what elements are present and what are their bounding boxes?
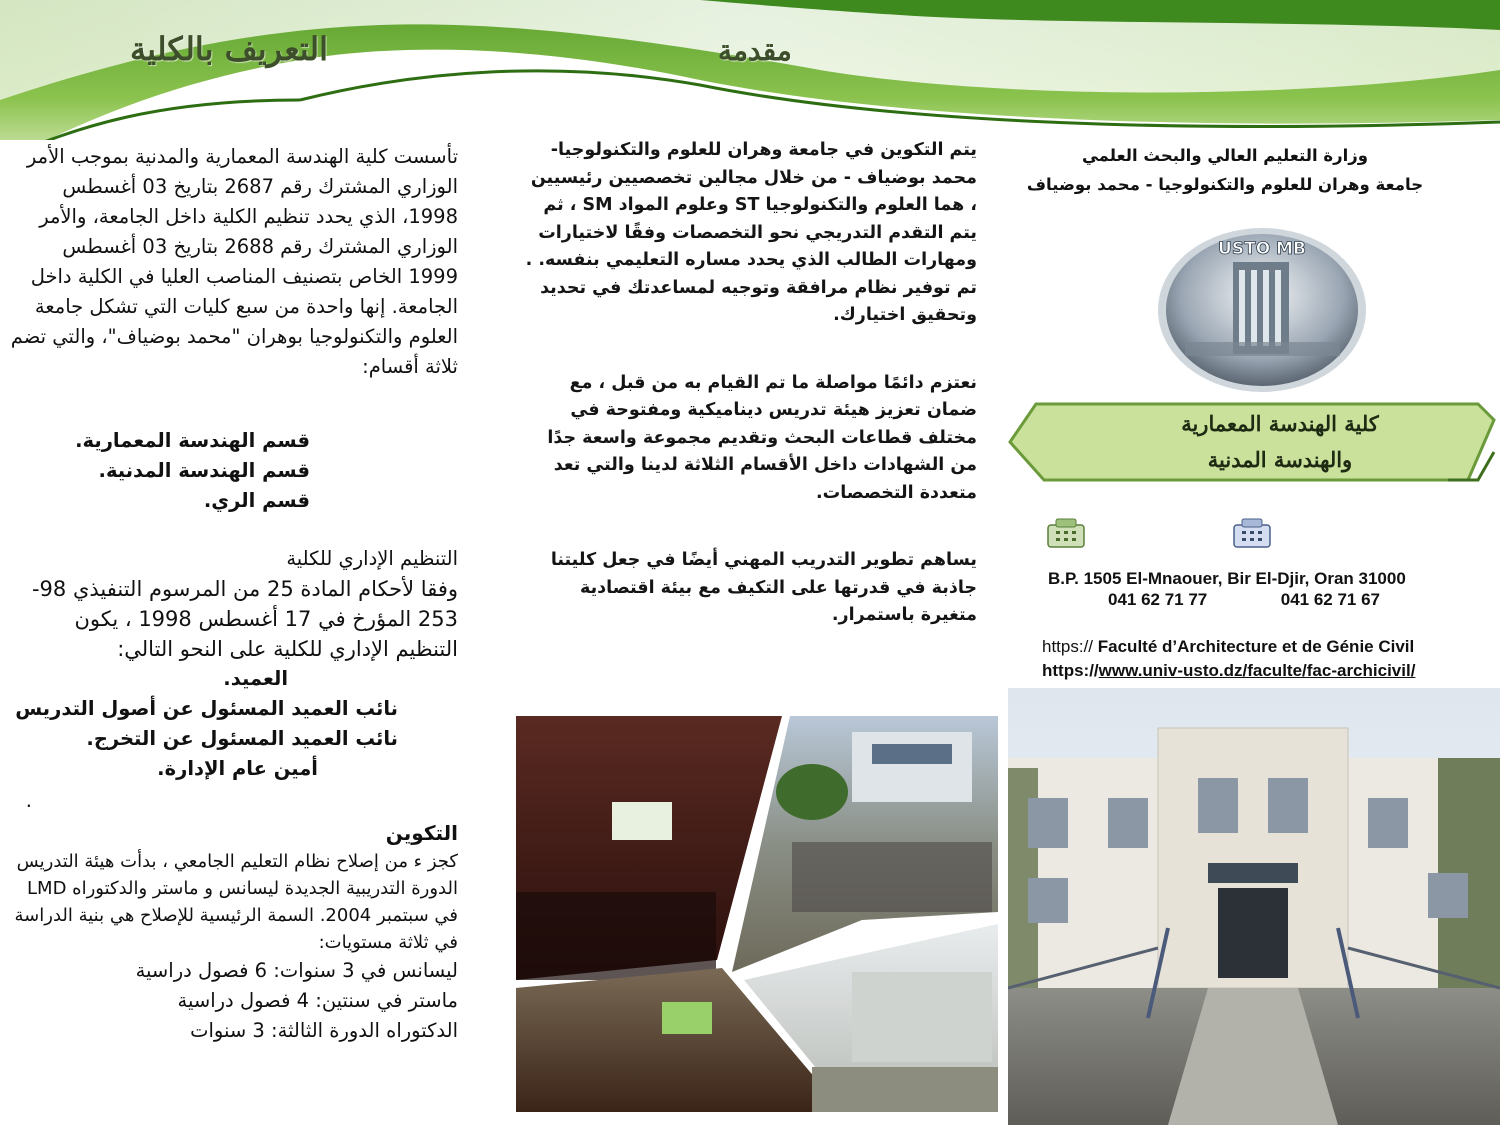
- admin-dean-wrap: [8, 664, 458, 694]
- university-name: جامعة وهران للعلوم والتكنولوجيا - محمد بوضياف: [1026, 175, 1424, 194]
- admin-item: العميد.: [223, 667, 288, 690]
- ministry-block: [1010, 141, 1440, 199]
- fax-icon: [1228, 515, 1276, 555]
- building-windows: [872, 744, 952, 764]
- phone-icon: [1042, 515, 1090, 555]
- palm-tree: [776, 764, 848, 820]
- projection-screen: [612, 802, 672, 840]
- left-column: [8, 142, 458, 1046]
- ministry-name: وزارة التعليم العالي والبحث العلمي: [1081, 146, 1369, 165]
- phone-numbers: [1020, 589, 1470, 610]
- courtyard: [812, 1067, 998, 1112]
- faculty-name-line-1: كلية الهندسة المعمارية: [1181, 411, 1379, 436]
- admin-text: وفقا لأحكام المادة 25 من المرسوم التنفيذي 98-253 المؤرخ في 17 أغسطس 1998 ، يكون التنظيم الإداري للكلية على النحو التالي:: [31, 577, 458, 661]
- faculty-website-link[interactable]: www.univ-usto.dz/faculte/fac-archicivil/: [1098, 661, 1416, 680]
- auditorium-screen: [662, 1002, 712, 1034]
- admin-item: نائب العميد المسئول عن أصول التدريس: [15, 697, 398, 720]
- building-facade: [852, 732, 972, 802]
- training-title: التكوين: [385, 821, 458, 845]
- faculty-name: [1090, 406, 1470, 478]
- phone-number-1: 041 62 71 77: [1108, 590, 1208, 609]
- intro-paragraph-3: يساهم تطوير التدريب المهني أيضًا في جعل كليتنا جاذبة في قدرتها على التكيف مع بيئة اقتصادية متغيرة باستمرار.: [550, 550, 977, 625]
- photo-collage: [512, 712, 998, 1114]
- web-prefix: https://: [1042, 637, 1094, 656]
- header-faculty-intro: التعريف بالكلية: [130, 30, 329, 68]
- department-item: قسم الهندسة المدنية.: [98, 459, 310, 482]
- phone-number-2: 041 62 71 67: [1280, 590, 1380, 609]
- admin-items-wrap: [8, 694, 458, 784]
- admin-title: التنظيم الإداري للكلية: [286, 547, 458, 570]
- separator-dot: .: [25, 789, 32, 812]
- header-introduction: مقدمة: [718, 34, 792, 67]
- building-block: [852, 972, 992, 1062]
- postal-address: B.P. 1505 El-Mnaouer, Bir El-Djir, Oran 31000: [1048, 569, 1406, 588]
- intro-paragraph-2: نعتزم دائمًا مواصلة ما تم القيام به من قبل ، مع ضمان تعزيز هيئة تدريس ديناميكية ومفتوحة في مختلف قطاعات البحث وتقديم مجموعة واسعة جدًا من الشهادات داخل الأقسام الثلاثة لدينا والتي تعد متعددة التخصصات.: [547, 372, 977, 503]
- middle-column: [525, 137, 977, 630]
- departments-list: [8, 426, 458, 516]
- level-item: ليسانس في 3 سنوات: 6 فصول دراسية: [135, 959, 458, 982]
- level-item: الدكتوراه الدورة الثالثة: 3 سنوات: [190, 1019, 458, 1042]
- university-logo: [1155, 224, 1370, 394]
- level-item: ماستر في سنتين: 4 فصول دراسية: [177, 989, 458, 1012]
- faculty-building-photo: [1008, 688, 1500, 1125]
- department-item: قسم الري.: [203, 489, 310, 512]
- logo-text: USTO MB: [1218, 239, 1306, 259]
- intro-paragraph-1: يتم التكوين في جامعة وهران للعلوم والتكنولوجيا- محمد بوضياف - من خلال مجالين تخصصيين رئيسيين ، هما العلوم والتكنولوجيا ST وعلوم المواد SM ، ثم يتم التقدم التدريجي نحو التخصصات وفقًا لاختيارات ومهارات الطالب الذي يحدد مساره التعليمي بنفسه. . تم توفير نظام مرافقة وتوجيه لمساعدتك في تحديد وتحقيق اختيارك.: [525, 140, 977, 325]
- contact-block: [1020, 568, 1470, 610]
- training-text: كجز ء من إصلاح نظام التعليم الجامعي ، بدأت هيئة التدريس الدورة التدريبية الجديدة ليسانس و ماستر والدكتوراه LMD في سبتمبر 2004. السمة الرئيسية للإصلاح هي بنية الدراسة في ثلاثة مستويات:: [14, 851, 458, 953]
- web-prefix: https://: [1042, 661, 1099, 680]
- crowd-people: [792, 842, 992, 912]
- admin-item: أمين عام الإدارة.: [157, 757, 318, 780]
- header-wave-banner: [0, 0, 1500, 140]
- faculty-web-label: Faculté d’Architecture et de Génie Civil: [1097, 637, 1415, 656]
- faculty-name-line-2: والهندسة المدنية: [1207, 447, 1353, 472]
- department-item: قسم الهندسة المعمارية.: [75, 429, 310, 452]
- web-links: [1042, 635, 1492, 683]
- audience-seats: [516, 892, 716, 980]
- faculty-founding-text: تأسست كلية الهندسة المعمارية والمدنية بموجب الأمر الوزاري المشترك رقم 2687 بتاريخ 03 أغسطس 1998، الذي يحدد تنظيم الكلية داخل الجامعة، والأمر الوزاري المشترك رقم 2688 بتاريخ 03 أغسطس 1999 الخاص بتصنيف المناصب العليا في الكلية داخل الجامعة. إنها واحدة من سبع كليات التي تشكل جامعة العلوم والتكنولوجيا بوهران "محمد بوضياف"، والتي تضم ثلاثة أقسام:: [10, 145, 458, 378]
- admin-item: نائب العميد المسئول عن التخرج.: [86, 727, 398, 750]
